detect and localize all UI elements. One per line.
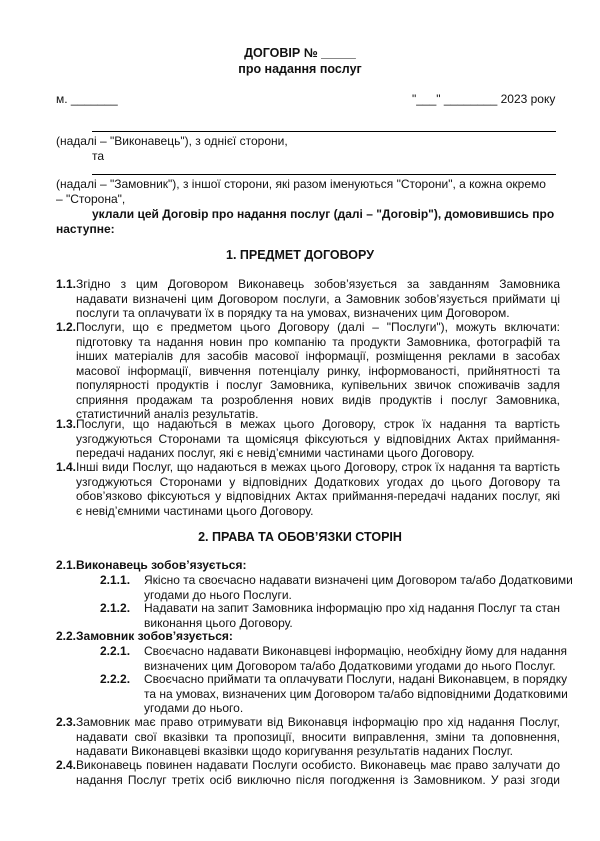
clause-line: надання Послуг третіх осіб виключно після погодження із Замовником. У разі згоди xyxy=(76,772,560,787)
clause-line: Послуги, що надаються в межах цього Договору, строк їх надання та вартість xyxy=(76,417,560,431)
clause-number: 2.1.2. xyxy=(100,601,131,615)
clause-1-3 xyxy=(76,417,560,461)
date-field: "___" ________ 2023 року xyxy=(412,92,556,106)
clause-line: Послуги, що є предметом цього Договору (далі – "Послуги"), можуть включати: xyxy=(76,320,560,334)
clause-line: Своєчасно приймати та оплачувати Послуги, надані Виконавцем, в порядку xyxy=(144,672,568,686)
executor-party-text: (надалі – "Виконавець"), з однієї сторони, xyxy=(56,134,288,148)
clause-number: 2.2.1. xyxy=(100,644,131,658)
clause-2-3 xyxy=(76,715,560,759)
clause-line: Виконавець повинен надавати Послуги особисто. Виконавець має право залучати до xyxy=(76,758,560,772)
document-title: ДОГОВІР № _____ xyxy=(244,46,356,60)
clause-line: сприяння продажам та розроблення нових видів продуктів і послуг Замовника, xyxy=(76,392,560,407)
clause-line: узгоджуються Сторонами та щомісяця фіксуються у відповідних Актах приймання- xyxy=(76,431,560,446)
clause-number: 1.1. xyxy=(56,277,77,291)
clause-line: угодами до нього Послуги. xyxy=(144,587,292,602)
customer-party-text-1: (надалі – "Замовник"), з іншої сторони, які разом іменуються "Сторони", а кожна окремо xyxy=(56,177,546,191)
customer-party-text-2: – "Сторона", xyxy=(56,192,126,206)
clause-number: 2.2.2. xyxy=(100,672,131,686)
concluded-text-1: уклали цей Договір про надання послуг (далі – "Договір"), домовившись про xyxy=(92,207,555,221)
clause-line: інших матеріалів для засобів масової інформації, розміщення реклами в засобах xyxy=(76,349,560,363)
clause-line: Згідно з цим Договором Виконавець зобов’язується за завданням Замовника xyxy=(76,277,560,291)
clause-line: надавати Виконавцеві вказівки щодо коригування результатів наданих Послуг. xyxy=(76,744,513,758)
clause-line: послуги та оплачувати їх в порядку та на умовах, визначених цим Договором. xyxy=(76,306,510,320)
clause-line: надавати свої вказівки та пропозиції, вносити виправлення, зміни та доповнення, xyxy=(76,729,560,744)
clause-line: Своєчасно надавати Виконавцеві інформацію, необхідну йому для надання xyxy=(144,644,568,658)
clause-2-1-1 xyxy=(144,573,573,602)
clause-number: 2.1. xyxy=(56,558,77,572)
clause-line: угодами до нього. xyxy=(144,701,244,715)
clause-number: 2.4. xyxy=(56,758,77,772)
clause-line: узгоджуються Сторонами у відповідних Додаткових угодах до цього Договору та xyxy=(76,474,560,489)
clause-1-2 xyxy=(76,320,560,422)
clause-line: надавати визначені цим Договором послуги, а Замовник зобов’язується приймати ці xyxy=(76,291,560,306)
clause-number: 2.1.1. xyxy=(100,573,131,587)
city-field: м. _______ xyxy=(56,92,118,106)
and-text: та xyxy=(92,149,105,163)
customer-name-line xyxy=(92,174,556,175)
clause-number: 2.3. xyxy=(56,715,77,729)
clause-line: Надавати на запит Замовника інформацію про хід надання Послуг та стан xyxy=(144,601,560,615)
section-2-heading: 2. ПРАВА ТА ОБОВ’ЯЗКИ СТОРІН xyxy=(198,530,402,544)
document-subtitle: про надання послуг xyxy=(238,62,362,76)
clause-line: визначених цим Договором та/або Додатковими угодами до нього Послуг. xyxy=(144,658,556,673)
clause-line: масової інформації, вивчення потенціалу ринку, інформованості, прийнятності та xyxy=(76,363,560,378)
clause-line: є невід’ємними частинами цього Договору. xyxy=(76,503,314,518)
clause-number: 1.2. xyxy=(56,320,77,334)
clause-line: статистичний аналіз результатів. xyxy=(76,407,259,421)
clause-2-2-1 xyxy=(144,644,568,673)
clause-2-2-title: Замовник зобов’язується: xyxy=(76,629,233,643)
clause-line: виконання цього Договору. xyxy=(144,615,293,630)
clause-line: передачі наданих послуг, які є невід’ємними частинами цього Договору. xyxy=(76,446,475,460)
clause-1-1 xyxy=(76,277,560,321)
clause-number: 1.3. xyxy=(56,417,77,431)
clause-line: Інші види Послуг, що надаються в межах цього Договору, строк їх надання та вартість xyxy=(76,460,560,474)
clause-2-2-2 xyxy=(144,672,568,716)
clause-2-4 xyxy=(76,758,560,787)
clause-line: обов’язково фіксуються у відповідних Актах приймання-передачі наданих послуг, які xyxy=(76,489,560,503)
clause-number: 2.2. xyxy=(56,629,77,643)
clause-line: підготовку та надання новин про компанію та продукти Замовника, фотографій та xyxy=(76,334,560,349)
clause-2-1-2 xyxy=(144,601,560,630)
clause-1-4 xyxy=(76,460,560,518)
section-1-heading: 1. ПРЕДМЕТ ДОГОВОРУ xyxy=(226,248,374,262)
clause-line: та на умовах, визначених цим Договором та/або відповідними Додатковими xyxy=(144,686,568,701)
clause-line: популярності продуктів і послуг Замовника, купівельних звичок споживачів задля xyxy=(76,378,560,392)
concluded-text-2: наступне: xyxy=(56,222,115,236)
executor-name-line xyxy=(92,131,556,132)
clause-2-1-title: Виконавець зобов’язується: xyxy=(76,558,247,572)
clause-line: Якісно та своєчасно надавати визначені цим Договором та/або Додатковими xyxy=(144,573,573,587)
clause-number: 1.4. xyxy=(56,460,77,474)
clause-line: Замовник має право отримувати від Виконавця інформацію про хід надання Послуг, xyxy=(76,715,560,729)
